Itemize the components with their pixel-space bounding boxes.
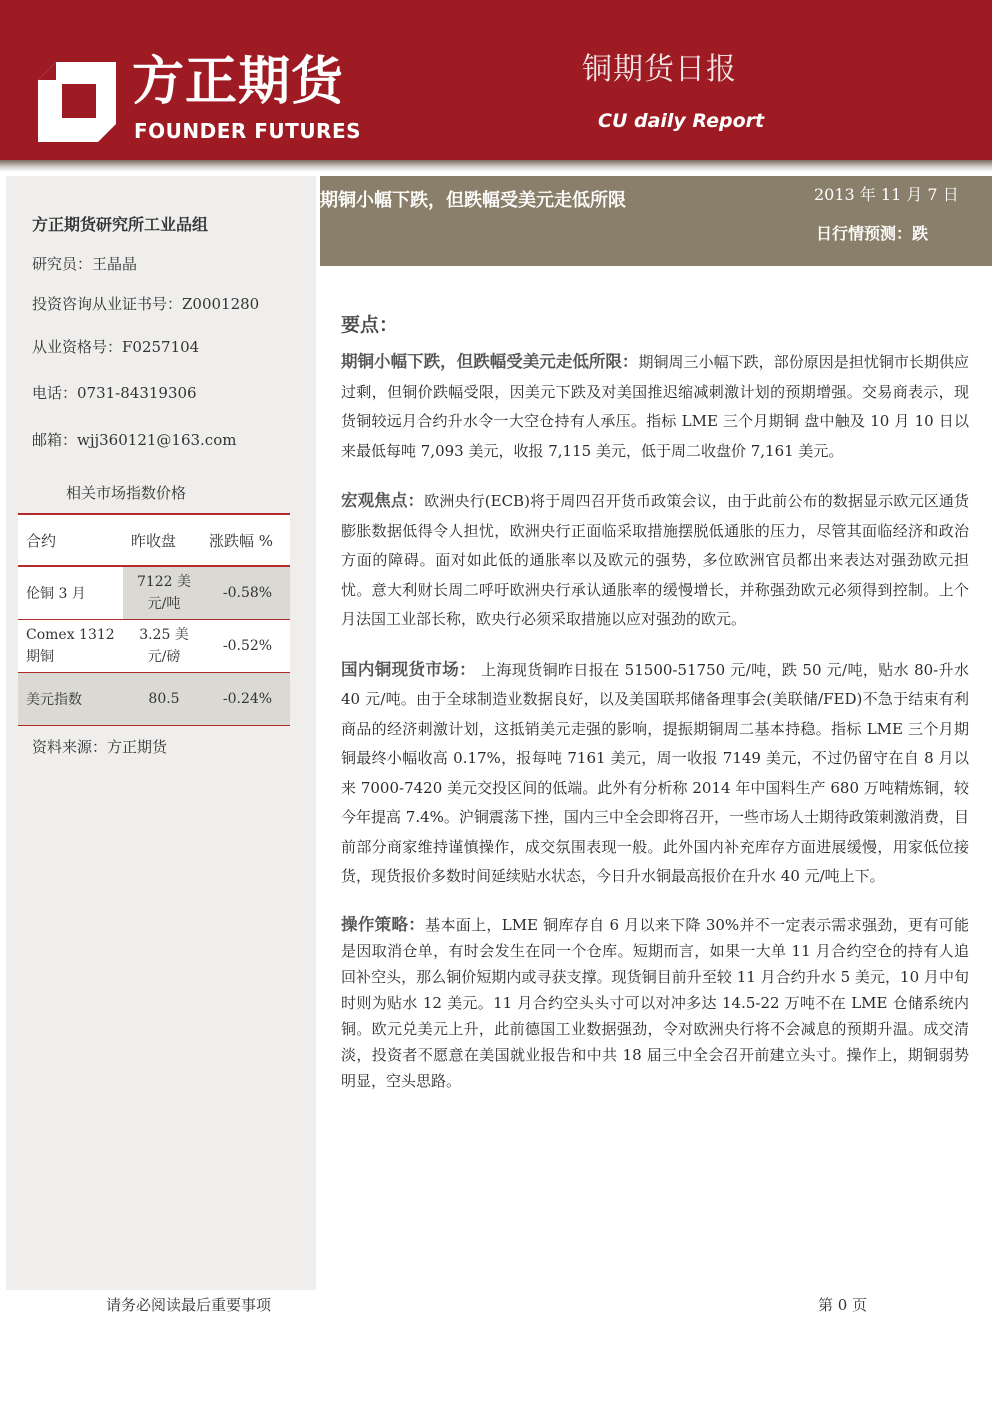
logo-chinese-name: 方正期货 (132, 52, 345, 112)
column-header: 涨跌幅 % (201, 514, 290, 566)
main-content (341, 310, 969, 1114)
analyst-name: 研究员：王晶晶 (32, 255, 138, 273)
headline-title: 期铜小幅下跌，但跌幅受美元走低所限 (320, 190, 626, 211)
close-price-cell: 3.25 美元/磅 (123, 619, 201, 672)
key-points-heading: 要点： (341, 314, 399, 336)
close-price-cell: 7122 美元/吨 (123, 566, 201, 619)
section-text: 基本面上，LME 铜库存自 6 月以来下降 30%并不一定表示需求强劲，更有可能是因取消仓单，有时会发生在同一个仓库。短期而言，如果一大单 11 月合约空仓的持有人追回补空头，那么铜价短期内或寻获支撑。现货铜目前升至较 11 月合约升水 5 美元，10 月中旬时则为贴水 12 美元。11 月合约空头头寸可以对冲多达 14.5-22 万吨不在 LME 仓储系统内铜。欧元兑美元上升，此前德国工业数据强劲，令对欧洲央行将不会减息的预期升温。成交清淡，投资者不愿意在美国就业报告和中共 18 届三中全会召开前建立头寸。操作上，期铜弱势明显，空头思路。 (341, 915, 970, 1090)
contract-cell: 伦铜 3 月 (18, 566, 123, 619)
disclaimer-note: 请务必阅读最后重要事项 (106, 1296, 272, 1314)
daily-forecast: 日行情预测：跌 (816, 224, 929, 243)
page-number: 第 0 页 (818, 1296, 868, 1314)
header-shadow (0, 160, 992, 172)
qualification-number: 从业资格号：F0257104 (32, 338, 200, 356)
phone-number: 电话：0731-84319306 (32, 384, 197, 402)
section-text: 欧洲央行(ECB)将于周四召开货币政策会议，由于此前公布的数据显示欧元区通货膨胀数据低得令人担忧，欧洲央行正面临采取措施摆脱低通胀的压力，尽管其面临经济和政治方面的障碍。面对如此低的通胀率以及欧元的强势，多位欧洲官员都出来表达对强劲欧元担忧。意大利财长周二呼吁欧洲央行承认通胀率的缓慢增长，并称强劲欧元必须得到控制。上个月法国工业部长称，欧央行必须采取措施以应对强劲的欧元。 (341, 492, 969, 628)
section-domestic-spot (341, 655, 969, 892)
report-date: 2013 年 11 月 7 日 (814, 185, 959, 204)
research-group: 方正期货研究所工业品组 (32, 215, 209, 234)
market-index-table (18, 513, 290, 726)
logo-english-name: FOUNDER FUTURES (134, 119, 362, 143)
column-header: 昨收盘 (123, 514, 201, 566)
section-text: 期铜周三小幅下跌，部份原因是担忧铜市长期供应过剩，但铜价跌幅受限，因美元下跌及对美国推迟缩减刺激计划的预期增强。交易商表示，现货铜较远月合约升水令一大空仓持有人承压。指标 LME 三个月期铜 盘中触及 10 月 10 日以来最低每吨 7,093 美元，收报 7,115 美元，低于周二收盘价 7,161 美元。 (341, 353, 970, 460)
change-pct-cell: -0.52% (201, 619, 290, 672)
section-lead: 宏观焦点： (341, 491, 425, 510)
table-row (18, 672, 290, 725)
section-lead: 操作策略： (341, 914, 426, 934)
founder-logo-icon (38, 62, 116, 142)
change-pct-cell: -0.58% (201, 566, 290, 619)
table-row (18, 566, 290, 619)
column-header: 合约 (18, 514, 123, 566)
change-pct-cell: -0.24% (201, 672, 290, 725)
certificate-number: 投资咨询从业证书号：Z0001280 (32, 295, 260, 313)
report-title: 铜期货日报 (582, 52, 737, 87)
data-source: 资料来源：方正期货 (32, 738, 168, 756)
close-price-cell: 80.5 (123, 672, 201, 725)
section-text: 上海现货铜昨日报在 51500-51750 元/吨，跌 50 元/吨，贴水 80-升水 40 元/吨。由于全球制造业数据良好，以及美国联邦储备理事会(美联储/FED)不急于结束有利商品的经济刺激计划，这抵销美元走强的影响，提振期铜周二基本持稳。指标 LME 三个月期铜最终小幅收高 0.17%，报每吨 7161 美元，周一收报 7149 美元，不过仍留守在自 8 月以来 7000-7420 美元交投区间的低端。此外有分析称 2014 年中国料生产 680 万吨精炼铜，较今年提高 7.4%。沪铜震荡下挫，国内三中全会即将召开，一些市场人士期待政策刺激消费，目前部分商家维持谨慎操作，成交氛围表现一般。此外国内补充库存方面进展缓慢，用家低位接货，现货报价多数时间延续贴水状态，今日升水铜最高报价在升水 40 元/吨上下。 (341, 660, 970, 885)
contract-cell: Comex 1312 期铜 (18, 619, 123, 672)
market-table-title: 相关市场指数价格 (66, 484, 187, 502)
table-row (18, 619, 290, 672)
section-macro-focus (341, 486, 969, 635)
contract-cell: 美元指数 (18, 672, 123, 725)
section-lead: 国内铜现货市场： (341, 659, 477, 679)
section-copper-summary (341, 347, 969, 466)
email-address[interactable]: 邮箱：wjj360121@163.com (32, 431, 237, 449)
section-lead: 期铜小幅下跌，但跌幅受美元走低所限： (341, 352, 639, 371)
section-strategy (341, 912, 969, 1094)
report-subtitle: CU daily Report (598, 110, 765, 132)
table-header-row (18, 514, 290, 566)
